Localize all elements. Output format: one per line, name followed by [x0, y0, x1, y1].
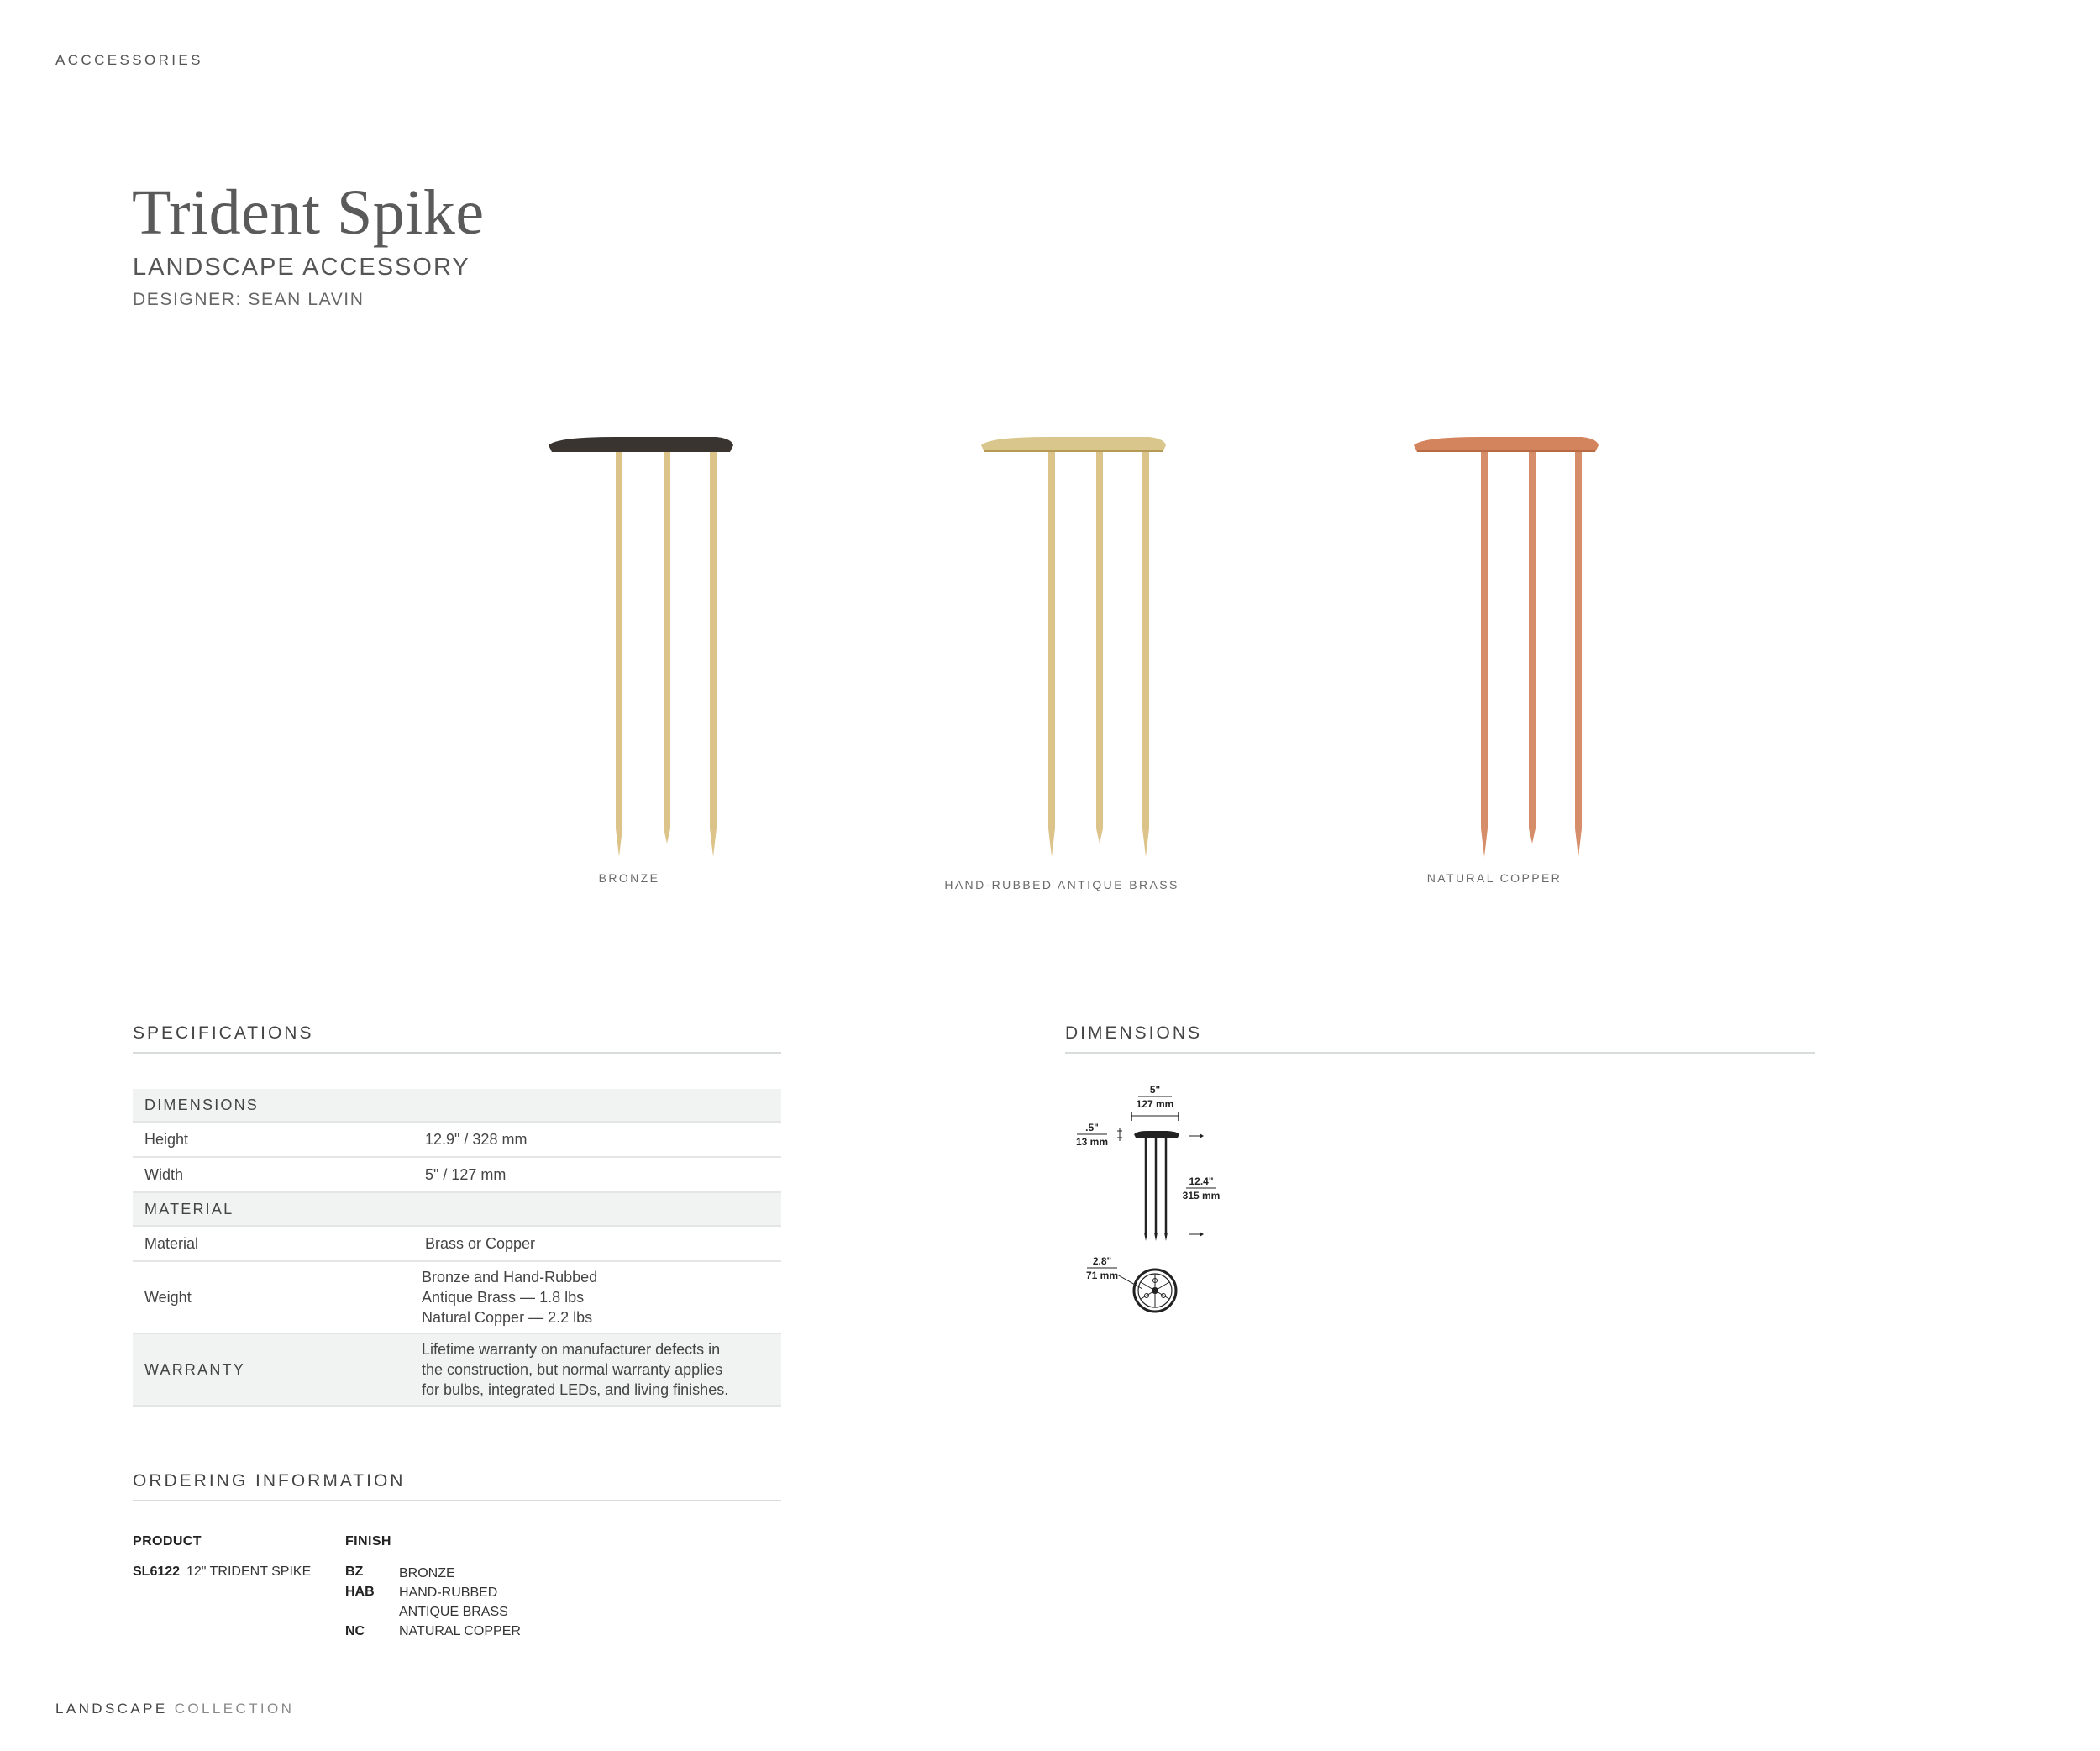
dim-base-mm: 71 mm	[1085, 1270, 1119, 1281]
spec-group-row	[133, 1089, 781, 1122]
ordering-finish-code: BZ	[345, 1564, 364, 1579]
bronze-spike-image	[532, 427, 750, 864]
ordering-product-header: PRODUCT	[133, 1534, 202, 1549]
spec-label-weight: Weight	[133, 1261, 413, 1333]
product-title: Trident Spike	[132, 177, 485, 248]
dim-height-in: 12.4"	[1189, 1175, 1214, 1187]
spec-group-dimensions: DIMENSIONS	[133, 1089, 781, 1122]
warranty-line: for bulbs, integrated LEDs, and living finishes.	[422, 1381, 729, 1398]
product-subtitle: LANDSCAPE ACCESSORY	[133, 254, 470, 281]
dimensions-rule	[1065, 1052, 1815, 1054]
spec-row	[133, 1157, 781, 1192]
ordering-finish-name: BRONZE	[399, 1566, 455, 1580]
product-designer: DESIGNER: SEAN LAVIN	[133, 290, 365, 309]
spec-label-height: Height	[133, 1122, 413, 1157]
finish-label-natural-copper: NATURAL COPPER	[1426, 871, 1562, 885]
ordering-finish-name: NATURAL COPPER	[399, 1624, 521, 1638]
dim-width-in: 5"	[1149, 1084, 1161, 1096]
ordering-finish-code: NC	[345, 1624, 365, 1638]
finish-label-bronze: BRONZE	[598, 871, 660, 885]
spec-value-material: Brass or Copper	[413, 1226, 781, 1261]
dim-base-in: 2.8"	[1092, 1255, 1112, 1267]
dimensions-heading: DIMENSIONS	[1065, 1023, 1203, 1043]
ordering-rule	[133, 1500, 781, 1501]
ordering-finish-header: FINISH	[345, 1534, 391, 1549]
dim-cap-in: .5"	[1085, 1122, 1099, 1133]
dim-height-mm: 315 mm	[1182, 1190, 1221, 1202]
spec-label-warranty: WARRANTY	[133, 1333, 413, 1406]
spec-row	[133, 1261, 781, 1333]
ordering-heading: ORDERING INFORMATION	[133, 1471, 406, 1491]
specifications-heading: SPECIFICATIONS	[133, 1023, 314, 1043]
spec-row	[133, 1333, 781, 1406]
ordering-finish-code: HAB	[345, 1585, 375, 1599]
footer-collection-light: COLLECTION	[174, 1701, 295, 1717]
specifications-rule	[133, 1052, 781, 1054]
footer-collection-bold: LANDSCAPE	[55, 1701, 168, 1717]
ordering-finish-name: HAND-RUBBED	[399, 1585, 498, 1600]
warranty-line: Lifetime warranty on manufacturer defects in	[422, 1341, 721, 1358]
ordering-finish-name: ANTIQUE BRASS	[399, 1605, 508, 1619]
weight-line: Natural Copper — 2.2 lbs	[422, 1309, 593, 1326]
spec-row	[133, 1226, 781, 1261]
antique-brass-spike-image	[964, 427, 1183, 864]
spec-label-width: Width	[133, 1157, 413, 1192]
ordering-product-name: 12" TRIDENT SPIKE	[186, 1564, 312, 1579]
spec-value-weight	[413, 1261, 781, 1333]
section-kicker: ACCCESSORIES	[55, 52, 203, 68]
spec-value-height: 12.9" / 328 mm	[413, 1122, 781, 1157]
finish-label-antique-brass: HAND-RUBBED ANTIQUE BRASS	[944, 878, 1179, 891]
spec-group-material: MATERIAL	[133, 1192, 781, 1226]
spec-value-width: 5" / 127 mm	[413, 1157, 781, 1192]
spec-value-warranty	[413, 1333, 781, 1406]
natural-copper-spike-image	[1397, 427, 1615, 864]
weight-line: Antique Brass — 1.8 lbs	[422, 1289, 585, 1306]
dim-width-mm: 127 mm	[1136, 1098, 1174, 1110]
spec-group-row	[133, 1192, 781, 1226]
dimension-drawing	[1067, 1077, 1235, 1317]
ordering-product-code: SL6122	[133, 1564, 181, 1579]
footer-collection	[55, 1701, 294, 1717]
dim-cap-mm: 13 mm	[1075, 1136, 1109, 1148]
spec-label-material: Material	[133, 1226, 413, 1261]
weight-line: Bronze and Hand-Rubbed	[422, 1269, 598, 1286]
warranty-line: the construction, but normal warranty applies	[422, 1361, 723, 1378]
spec-row	[133, 1122, 781, 1157]
specifications-table	[133, 1089, 781, 1407]
